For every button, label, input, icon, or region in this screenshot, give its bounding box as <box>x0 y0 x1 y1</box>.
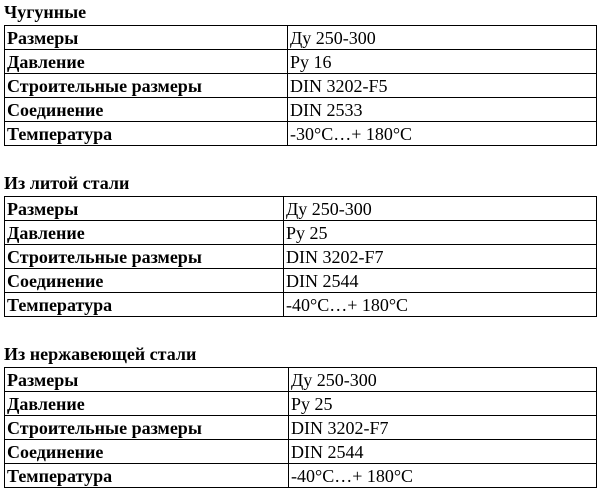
section-title: Из нержавеющей стали <box>4 344 197 364</box>
table-row <box>5 50 597 74</box>
table-row <box>5 440 597 464</box>
row-label: Размеры <box>5 197 284 221</box>
row-label: Температура <box>5 293 284 317</box>
spec-table <box>4 367 597 488</box>
row-value: DIN 3202-F7 <box>284 245 597 269</box>
table-row <box>5 269 597 293</box>
row-label: Строительные размеры <box>5 74 288 98</box>
row-label: Соединение <box>5 98 288 122</box>
row-value: -40°C…+ 180°C <box>284 293 597 317</box>
row-value: Ду 250-300 <box>288 26 597 50</box>
row-label: Размеры <box>5 26 288 50</box>
spec-table <box>4 196 597 317</box>
row-value: Ру 16 <box>288 50 597 74</box>
table-row <box>5 392 597 416</box>
table-row <box>5 293 597 317</box>
section-title: Из литой стали <box>4 173 130 193</box>
row-label: Размеры <box>5 368 289 392</box>
row-label: Температура <box>5 122 288 146</box>
row-value: Ру 25 <box>284 221 597 245</box>
table-row <box>5 197 597 221</box>
row-value: DIN 3202-F5 <box>288 74 597 98</box>
row-label: Строительные размеры <box>5 245 284 269</box>
row-value: -30°C…+ 180°C <box>288 122 597 146</box>
row-label: Давление <box>5 221 284 245</box>
row-value: DIN 2544 <box>284 269 597 293</box>
row-value: Ду 250-300 <box>289 368 597 392</box>
table-row <box>5 26 597 50</box>
row-label: Соединение <box>5 440 289 464</box>
table-row <box>5 368 597 392</box>
section-title: Чугунные <box>4 2 87 22</box>
row-label: Соединение <box>5 269 284 293</box>
table-row <box>5 245 597 269</box>
table-row <box>5 416 597 440</box>
row-value: Ру 25 <box>289 392 597 416</box>
row-value: DIN 2544 <box>289 440 597 464</box>
table-row <box>5 464 597 488</box>
table-row <box>5 221 597 245</box>
row-label: Строительные размеры <box>5 416 289 440</box>
row-value: -40°C…+ 180°C <box>289 464 597 488</box>
row-label: Температура <box>5 464 289 488</box>
table-row <box>5 98 597 122</box>
row-value: DIN 3202-F7 <box>289 416 597 440</box>
table-row <box>5 122 597 146</box>
row-label: Давление <box>5 392 289 416</box>
table-row <box>5 74 597 98</box>
spec-table <box>4 25 597 146</box>
row-label: Давление <box>5 50 288 74</box>
row-value: DIN 2533 <box>288 98 597 122</box>
row-value: Ду 250-300 <box>284 197 597 221</box>
